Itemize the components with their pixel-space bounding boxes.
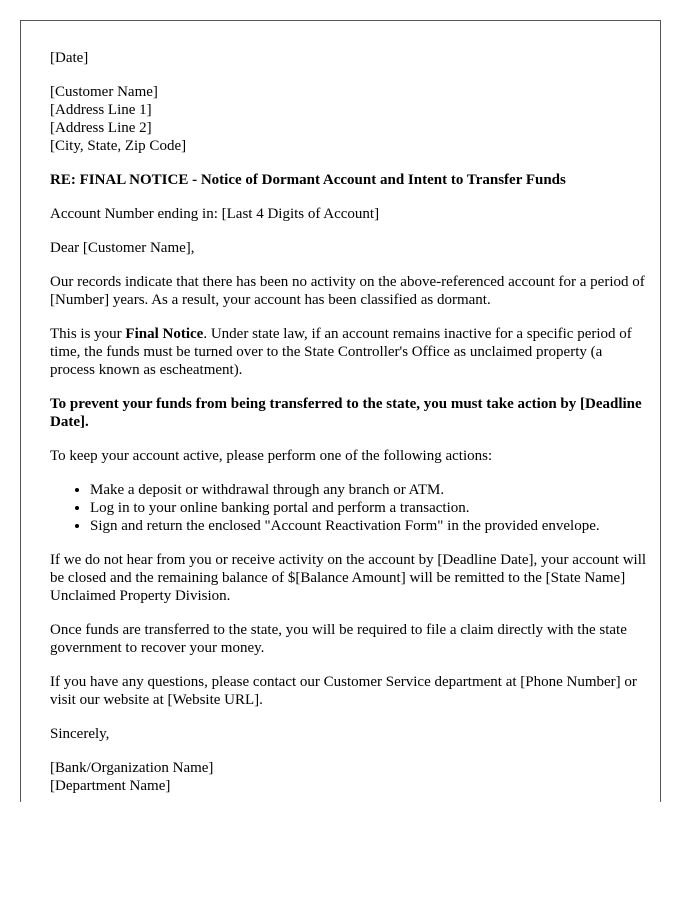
letter-page: [20, 20, 661, 802]
actions-list: [50, 481, 650, 535]
recipient-address-line-2: [Address Line 2]: [50, 120, 152, 136]
signature-department: [Department Name]: [50, 778, 171, 794]
signature-block: [50, 759, 650, 795]
recipient-address-line-1: [Address Line 1]: [50, 102, 152, 118]
final-notice-emphasis: Final Notice: [125, 326, 204, 342]
paragraph-claim-info: Once funds are transferred to the state, you will be required to file a claim directly with the state government to recover your money.: [50, 622, 627, 656]
account-number-line: Account Number ending in: [Last 4 Digits of Account]: [50, 206, 380, 222]
salutation: Dear [Customer Name],: [50, 240, 195, 256]
recipient-name: [Customer Name]: [50, 84, 158, 100]
recipient-city-state-zip: [City, State, Zip Code]: [50, 138, 187, 154]
action-item-reactivation-form: • Sign and return the enclosed "Account Reactivation Form" in the provided envelope.: [90, 517, 650, 535]
closing: Sincerely,: [50, 726, 110, 742]
actions-intro: To keep your account active, please perform one of the following actions:: [50, 448, 493, 464]
signature-organization: [Bank/Organization Name]: [50, 760, 214, 776]
recipient-address-block: [50, 83, 650, 155]
deadline-warning: To prevent your funds from being transferred to the state, you must take action by [Deadline Date].: [50, 396, 642, 430]
final-notice-lead: This is your: [50, 326, 126, 342]
action-item-deposit: • Make a deposit or withdrawal through any branch or ATM.: [90, 481, 650, 499]
paragraph-closure-warning: If we do not hear from you or receive activity on the account by [Deadline Date], your account will be closed and the remaining balance of $[Balance Amount] will be remitted to the [State Name] Unclaimed Property Division.: [50, 552, 647, 604]
letter-content: [50, 49, 650, 802]
paragraph-dormancy: Our records indicate that there has been no activity on the above-referenced account for a period of [Number] years. As a result, your account has been classified as dormant.: [50, 274, 645, 308]
letter-date: [Date]: [50, 50, 89, 66]
final-notice-rest: . Under state law, if an account remains inactive for a specific period of time, the funds must be turned over to the State Controller's Office as unclaimed property (a process known as escheatment).: [50, 326, 632, 378]
action-item-online-banking: • Log in to your online banking portal and perform a transaction.: [90, 499, 650, 517]
subject-line: RE: FINAL NOTICE - Notice of Dormant Account and Intent to Transfer Funds: [50, 172, 566, 188]
paragraph-contact-info: If you have any questions, please contact our Customer Service department at [Phone Number] or visit our website at [Website URL].: [50, 674, 637, 708]
paragraph-final-notice: [50, 325, 650, 379]
